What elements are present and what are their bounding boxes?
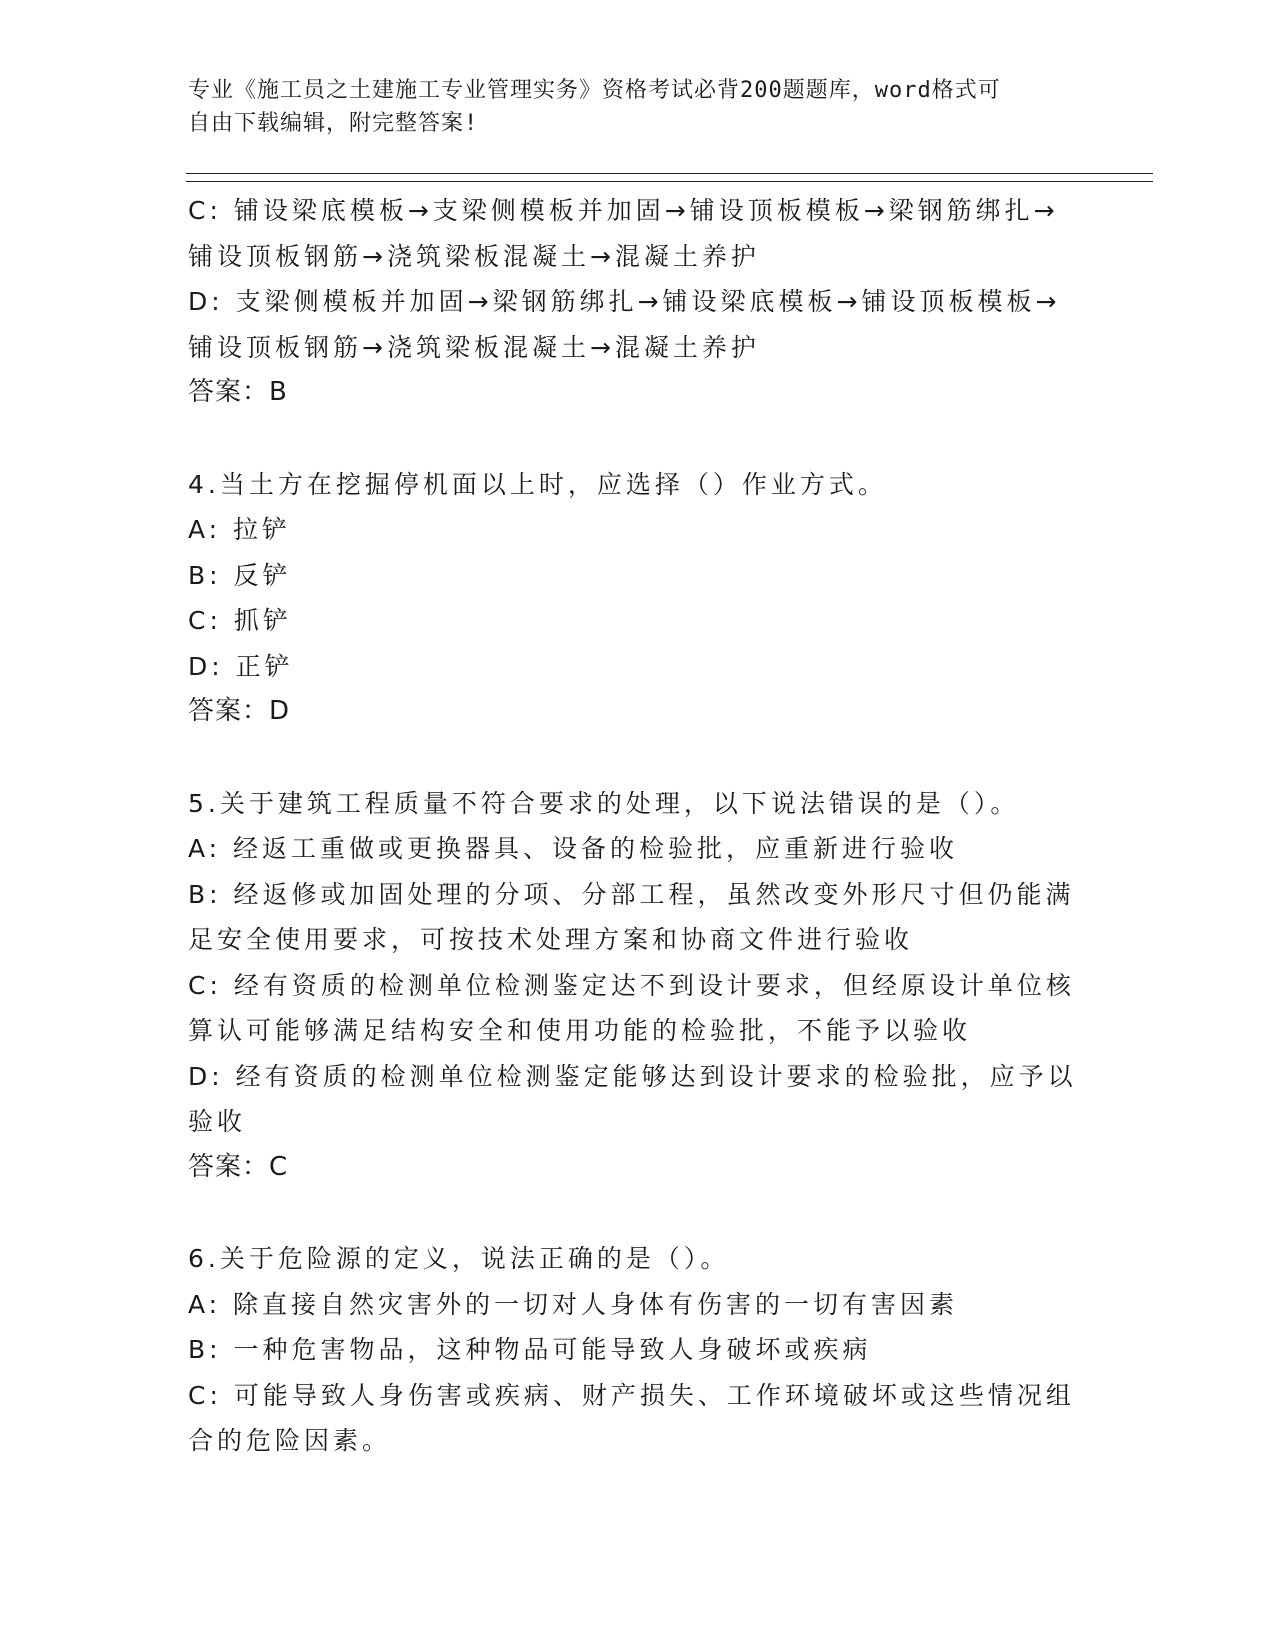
option-b: B: 一种危害物品，这种物品可能导致人身破坏或疾病 <box>188 1335 872 1364</box>
question-4 <box>188 462 1088 735</box>
question-list <box>188 188 1088 1464</box>
option-a: A: 拉铲 <box>188 515 292 544</box>
answer-line: 答案：C <box>188 1151 289 1182</box>
answer-line: 答案：B <box>188 377 288 407</box>
option-a: A: 经返工重做或更换器具、设备的检验批，应重新进行验收 <box>188 834 959 863</box>
option-c-line-1: C: 经有资质的检测单位检测鉴定达不到设计要求，但经原设计单位核 <box>188 970 1075 1000</box>
option-c-line-2: 铺设顶板钢筋→浇筑梁板混凝土→混凝土养护 <box>188 241 760 271</box>
question-stem: 4.当土方在挖掘停机面以上时，应选择（）作业方式。 <box>188 469 887 499</box>
header-divider-top <box>186 173 1153 174</box>
question-5 <box>188 781 1088 1191</box>
answer-line: 答案：D <box>188 696 291 726</box>
option-b-line-1: B: 经返修或加固处理的分项、分部工程，虽然改变外形尺寸但仍能满 <box>188 879 1075 909</box>
option-c-line-2: 合的危险因素。 <box>188 1426 392 1455</box>
header-line-2: 自由下载编辑，附完整答案! <box>188 111 479 136</box>
option-d-line-1: D: 支梁侧模板并加固→梁钢筋绑扎→铺设梁底模板→铺设顶板模板→ <box>188 287 1061 316</box>
header-divider-bottom <box>186 181 1153 182</box>
option-b: B: 反铲 <box>188 560 292 590</box>
option-b-line-2: 足安全使用要求，可按技术处理方案和协商文件进行验收 <box>188 925 914 954</box>
option-c-line-1: C: 可能导致人身伤害或疾病、财产损失、工作环境破坏或这些情况组 <box>188 1380 1075 1410</box>
question-6 <box>188 1236 1088 1464</box>
document-header <box>188 74 1068 140</box>
option-d-line-2: 验收 <box>188 1107 247 1136</box>
option-a: A: 除直接自然灾害外的一切对人身体有伤害的一切有害因素 <box>188 1289 959 1319</box>
option-c: C: 抓铲 <box>188 606 292 635</box>
option-d-line-2: 铺设顶板钢筋→浇筑梁板混凝土→混凝土养护 <box>188 332 760 362</box>
question-stem: 5.关于建筑工程质量不符合要求的处理，以下说法错误的是（）。 <box>188 788 1020 818</box>
option-d-line-1: D: 经有资质的检测单位检测鉴定能够达到设计要求的检验批，应予以 <box>188 1061 1077 1091</box>
option-c-line-2: 算认可能够满足结构安全和使用功能的检验批，不能予以验收 <box>188 1016 972 1045</box>
option-c-line-1: C: 铺设梁底模板→支梁侧模板并加固→铺设顶板模板→梁钢筋绑扎→ <box>188 196 1059 225</box>
question-3-continued <box>188 188 1088 416</box>
option-d: D: 正铲 <box>188 651 294 681</box>
header-line-1: 专业《施工员之土建施工专业管理实务》资格考试必背200题题库，word格式可 <box>188 78 1001 103</box>
question-stem: 6.关于危险源的定义，说法正确的是（）。 <box>188 1244 730 1273</box>
